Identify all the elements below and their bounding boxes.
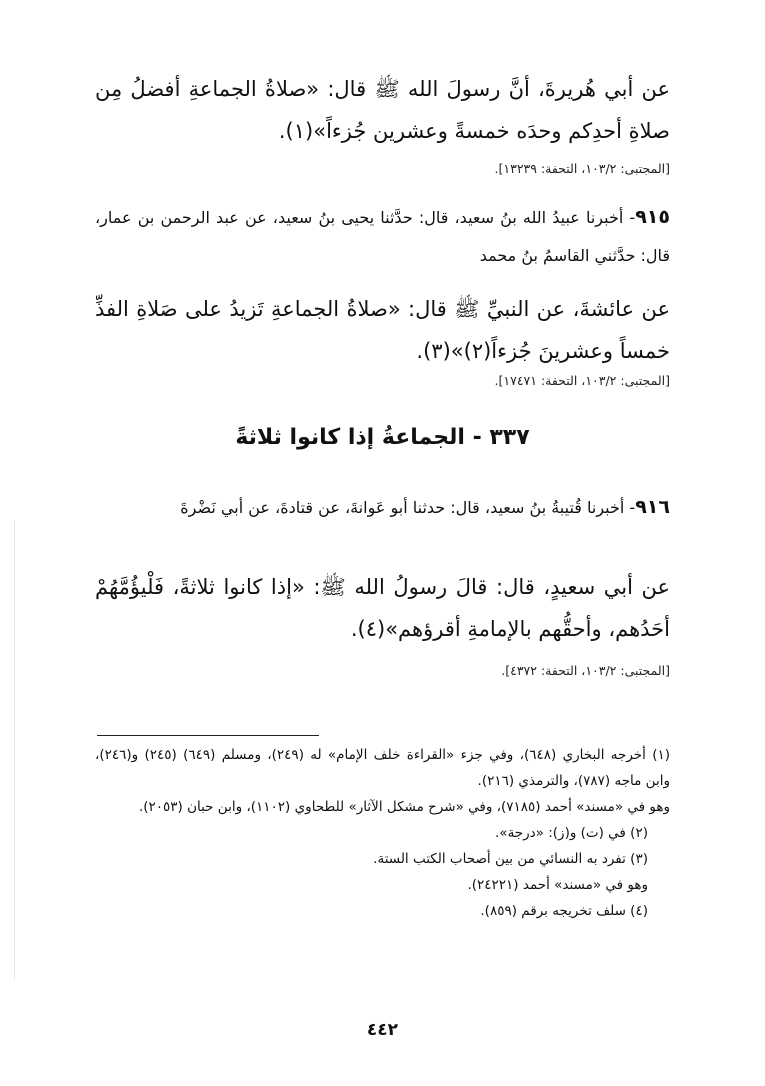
hadith-915-chain-text: - أخبرنا عبيدُ الله بنُ سعيد، قال: حدَّثنا يحيى بنُ سعيد، عن عبد الرحمن بن عمار، قال: حدَّثني القاسمُ بنُ محمد (95, 208, 670, 265)
hadith-916-number: ٩١٦ (635, 496, 670, 518)
footnote-1-continued: وهو في «مسند» أحمد (٧١٨٥)، وفي «شرح مشكل الآثار» للطحاوي (١١٠٢)، وابن حبان (٢٠٥٣). (138, 799, 670, 815)
footnote-2: (٢) في (ت) و(ز): «درجة». (495, 825, 648, 841)
hadith-914-reference: [المجتبى: ١٠٣/٢، التحفة: ١٣٢٣٩]. (494, 161, 670, 176)
footnote-separator (97, 735, 319, 736)
hadith-916-chain-text: - أخبرنا قُتيبةُ بنُ سعيد، قال: حدثنا أبو عَوانةَ، عن قتادةَ، عن أبي نَضْرةَ (180, 498, 636, 517)
hadith-915-reference: [المجتبى: ١٠٣/٢، التحفة: ١٧٤٧١]. (494, 373, 670, 388)
hadith-916-reference: [المجتبى: ١٠٣/٢، التحفة: ٤٣٧٢]. (501, 663, 670, 678)
hadith-916-chain (95, 488, 670, 527)
footnote-3: (٣) تفرد به النسائي من بين أصحاب الكتب الستة. (373, 851, 648, 867)
page-edge-line (14, 520, 15, 980)
footnotes (95, 742, 670, 924)
hadith-915-number: ٩١٥ (635, 206, 670, 228)
page-number: ٤٤٢ (366, 1020, 399, 1040)
footnote-4: (٤) سلف تخريجه برقم (٨٥٩). (480, 903, 648, 919)
hadith-914-text: عن أبي هُريرةَ، أنَّ رسولَ الله ﷺ قال: «صلاةُ الجماعةِ أفضلُ مِن صلاةِ أحدِكم وحدَه خمسةً وعشرين جُزءاً»(١). (95, 77, 670, 143)
footnote-1: (١) أخرجه البخاري (٦٤٨)، وفي جزء «القراءة خلف الإمام» له (٢٤٩)، ومسلم (٦٤٩) (٢٤٥) و(٢٤٦)، وابن ماجه (٧٨٧)، والترمذي (٢١٦). (95, 747, 671, 789)
hadith-915-chain (95, 198, 670, 275)
hadith-915-text: عن عائشةَ، عن النبيِّ ﷺ قال: «صلاةُ الجماعةِ تَزيدُ على صَلاةِ الفذِّ خمساً وعشرينَ جُزءاً(٢)»(٣). (95, 297, 670, 363)
hadith-916-text: عن أبي سعيدٍ، قال: قالَ رسولُ الله ﷺ: «إذا كانوا ثلاثةً، فَلْيؤُمَّهُمْ أحَدُهم، وأحقُّهم بالإمامةِ أقرؤهم»(٤). (95, 575, 670, 641)
chapter-heading: ٣٣٧ - الجماعةُ إذا كانوا ثلاثةً (235, 425, 530, 450)
footnote-3-continued: وهو في «مسند» أحمد (٢٤٢٢١). (467, 877, 648, 893)
